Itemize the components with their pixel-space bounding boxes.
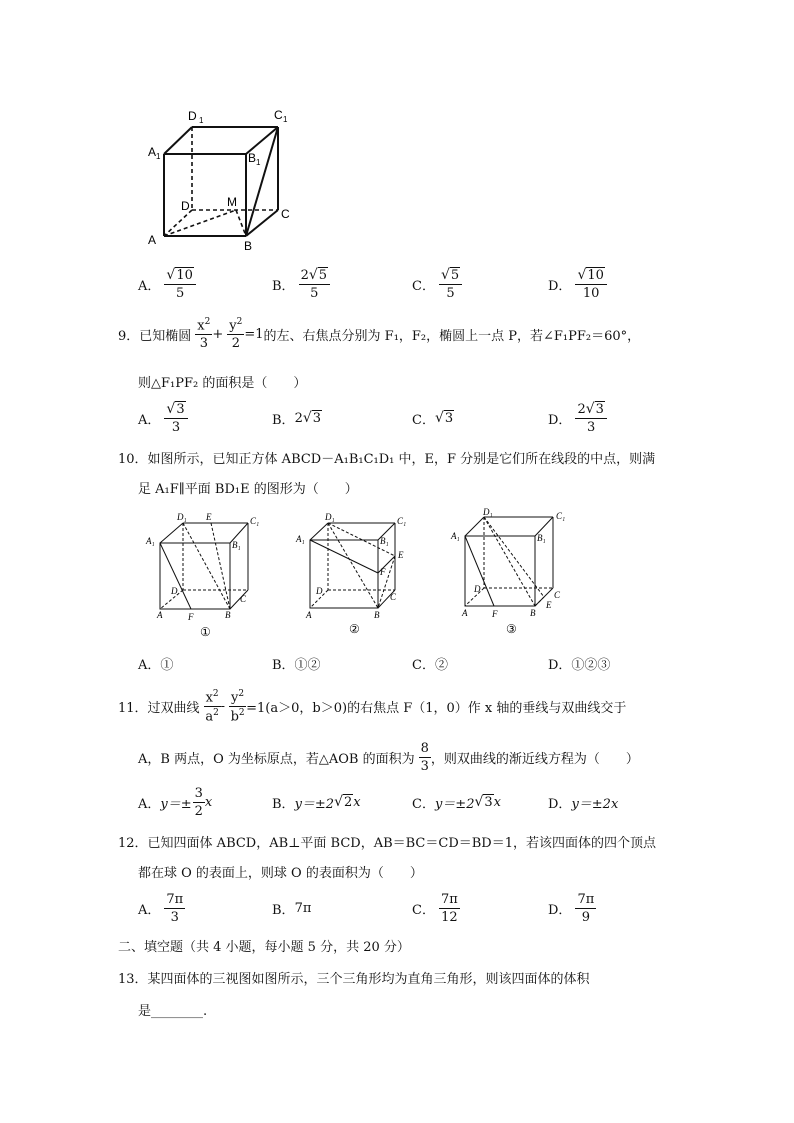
svg-text:E: E <box>398 550 404 560</box>
section-heading: 二、填空题（共 4 小题，每小题 5 分，共 20 分） <box>118 940 410 955</box>
q13-line1: 13．某四面体的三视图如图所示，三个三角形均为直角三角形，则该四面体的体积 <box>118 972 590 987</box>
svg-text:1: 1 <box>283 115 288 124</box>
svg-text:D: D <box>474 584 481 594</box>
label-D1: D <box>188 109 197 123</box>
cube-figure-q8 <box>140 100 310 255</box>
svg-text:A₁: A₁ <box>296 534 305 544</box>
svg-text:C₁: C₁ <box>397 516 407 526</box>
q10-option-a[interactable]: A．① <box>138 657 174 673</box>
svg-text:C: C <box>554 590 561 600</box>
q9-options <box>138 400 698 436</box>
q12-option-c[interactable]: C． $\frac{7\pi}{12}$ <box>412 891 458 925</box>
q10-line1: 10．如图所示，已知正方体 ABCD－A₁B₁C₁D₁ 中，E，F 分别是它们所在线段的中点，则满 <box>118 452 656 467</box>
svg-text:F: F <box>380 567 386 577</box>
q9-line1: 9． 已知椭圆 $\frac{x^2}{3}$ + $\frac{y^2}{2}$ =1 的左、右焦点分别为 F₁，F₂，椭圆上一点 P，若∠F₁PF₂＝60°， <box>118 317 641 352</box>
svg-text:1: 1 <box>199 116 204 125</box>
fig-label-3: ③ <box>506 622 517 635</box>
svg-text:B₁: B₁ <box>232 540 241 550</box>
q9-option-d[interactable]: D． $\frac{2√3}{3}$ <box>548 400 607 436</box>
q12-line2: 都在球 O 的表面上，则球 O 的表面积为（ ） <box>138 866 423 881</box>
label-B1: B <box>248 151 257 165</box>
q11-line2: A，B 两点，O 为坐标原点，若△AOB 的面积为 $\frac{8}{3}$ ，则双曲线的渐近线方程为（ ） <box>138 741 639 774</box>
q11-option-a[interactable]: A． y＝± $\frac{3}{2}$ x <box>138 785 213 819</box>
svg-text:B: B <box>374 610 380 620</box>
q10-option-d[interactable]: D．①②③ <box>548 657 611 673</box>
label-D: D <box>181 199 190 213</box>
fig-label-1: ① <box>200 625 211 639</box>
q8-option-b[interactable]: B． $\frac{2√5}{5}$ <box>272 266 330 302</box>
svg-text:E: E <box>546 600 552 610</box>
svg-text:A₁: A₁ <box>451 531 460 541</box>
svg-text:A: A <box>462 608 468 618</box>
q12-option-b[interactable]: B． 7π <box>272 900 312 918</box>
q11-option-b[interactable]: B． y＝±2 √2 x <box>272 794 361 812</box>
svg-text:D: D <box>316 586 323 596</box>
q8-options <box>138 266 698 302</box>
svg-text:B: B <box>225 610 231 620</box>
fig-label-2: ② <box>349 622 360 636</box>
cube-figure-2 <box>292 510 422 640</box>
svg-text:C₁: C₁ <box>250 516 260 526</box>
label-B: B <box>244 239 253 253</box>
svg-text:B: B <box>530 608 536 618</box>
svg-text:1: 1 <box>256 158 261 167</box>
svg-text:F: F <box>492 609 498 619</box>
q10-options <box>138 645 698 681</box>
q12-option-a[interactable]: A． $\frac{7\pi}{3}$ <box>138 891 184 925</box>
svg-text:C: C <box>240 594 247 604</box>
svg-text:C₁: C₁ <box>556 511 566 521</box>
svg-text:F: F <box>188 612 194 622</box>
q11-option-c[interactable]: C． y＝±2 √3 x <box>412 794 502 812</box>
svg-text:B₁: B₁ <box>380 536 389 546</box>
label-A1: A <box>148 145 157 159</box>
q8-option-a[interactable]: A． $\frac{√10}{5}$ <box>138 266 196 302</box>
q12-option-d[interactable]: D． $\frac{7\pi}{9}$ <box>548 891 595 925</box>
q10-option-b[interactable]: B．①② <box>272 657 321 673</box>
q8-option-c[interactable]: C． $\frac{√5}{5}$ <box>412 266 462 302</box>
label-C: C <box>281 207 290 221</box>
svg-text:1: 1 <box>156 152 161 161</box>
svg-text:E: E <box>206 512 212 522</box>
label-C1: C <box>274 108 283 122</box>
svg-text:D₁: D₁ <box>177 512 187 522</box>
q12-line1: 12．已知四面体 ABCD，AB⊥平面 BCD，AB＝BC＝CD＝BD＝1，若该四面体的四个顶点 <box>118 836 656 851</box>
svg-text:D₁: D₁ <box>483 507 493 517</box>
q11-option-d[interactable]: D． y＝±2x <box>548 796 619 812</box>
svg-text:C: C <box>390 592 397 602</box>
q12-options <box>138 890 698 926</box>
q13-line2: 是________. <box>138 1004 208 1019</box>
q10-option-c[interactable]: C．② <box>412 657 448 673</box>
svg-text:A: A <box>306 610 312 620</box>
label-M: M <box>227 195 237 209</box>
svg-text:D: D <box>171 586 178 596</box>
q9-option-b[interactable]: B． 2 √3 <box>272 410 322 428</box>
q9-line2: 则△F₁PF₂ 的面积是（ ） <box>138 376 307 391</box>
q8-option-d[interactable]: D． $\frac{√10}{10}$ <box>548 266 607 302</box>
svg-text:A₁: A₁ <box>146 536 155 546</box>
cube-figure-3 <box>448 505 578 635</box>
cube-figure-1 <box>145 510 275 640</box>
q9-option-c[interactable]: C． √3 <box>412 410 454 428</box>
svg-text:A: A <box>157 610 163 620</box>
q11-line1: 11． 过双曲线 $\frac{x^2}{a^2}$ - $\frac{y^2}{b^2}$ =1(a＞0，b＞0) 的右焦点 F（1，0）作 x 轴的垂线与双曲线交于 <box>118 689 627 725</box>
q11-options <box>138 784 698 820</box>
label-A: A <box>148 233 157 247</box>
svg-text:D₁: D₁ <box>325 512 335 522</box>
svg-text:B₁: B₁ <box>537 533 546 543</box>
q10-line2: 足 A₁F∥平面 BD₁E 的图形为（ ） <box>138 482 358 497</box>
q9-option-a[interactable]: A． $\frac{√3}{3}$ <box>138 400 188 436</box>
